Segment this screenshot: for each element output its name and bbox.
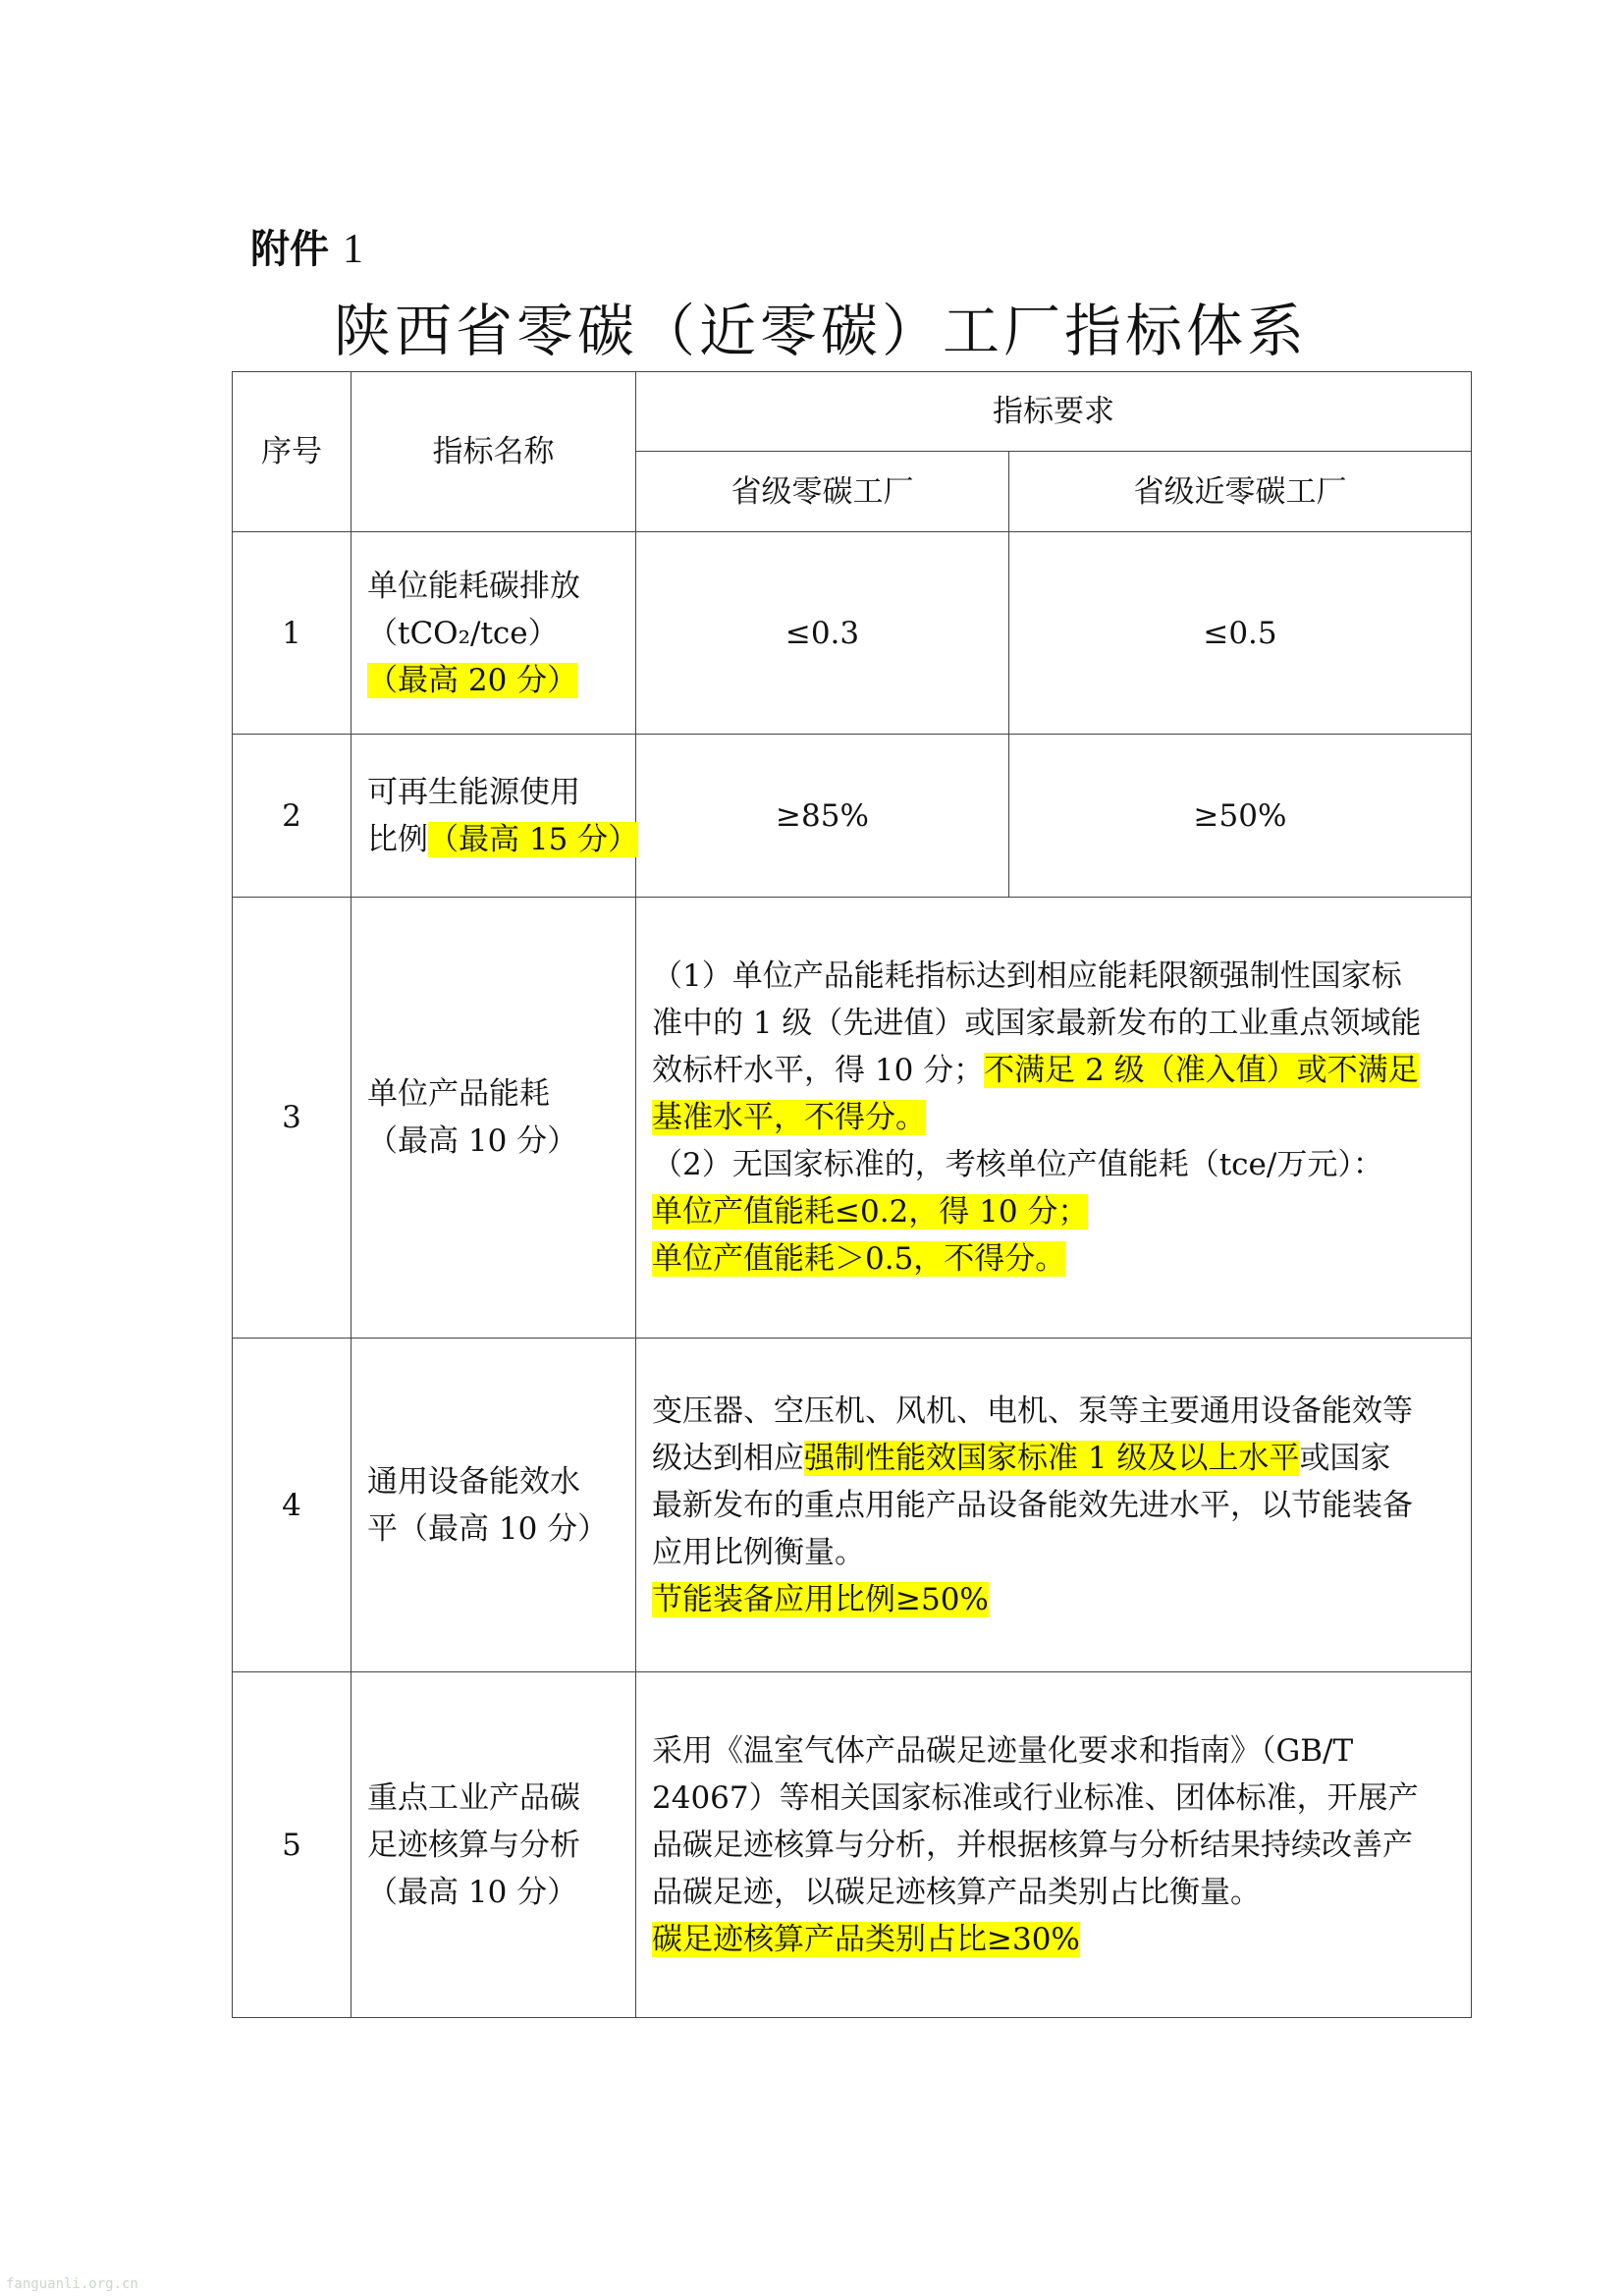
indicator-name xyxy=(352,1672,636,2018)
req-highlight: 强制性能效国家标准 1 级及以上水平 xyxy=(804,1440,1300,1476)
near-zero-carbon-value: ≤0.5 xyxy=(1009,532,1472,735)
name-line: 比例 xyxy=(367,821,428,857)
req-line: 级达到相应 xyxy=(652,1440,804,1476)
req-line: 或国家 xyxy=(1299,1440,1391,1476)
header-near-zero-carbon: 省级近零碳工厂 xyxy=(1009,452,1472,532)
table-row xyxy=(233,735,1472,898)
req-highlight: 基准水平，不得分。 xyxy=(652,1100,926,1135)
name-line: 重点工业产品碳 xyxy=(367,1779,580,1816)
req-line: （1）单位产品能耗指标达到相应能耗限额强制性国家标 xyxy=(652,958,1402,994)
requirement-text xyxy=(636,1339,1472,1672)
name-line: 单位产品能耗 xyxy=(367,1076,550,1112)
row-index: 4 xyxy=(233,1339,352,1672)
indicator-name xyxy=(352,532,636,735)
row-index: 5 xyxy=(233,1672,352,2018)
watermark: fanguanli.org.cn xyxy=(6,2276,138,2292)
attachment-label xyxy=(250,218,363,274)
name-line: （tCO₂/tce） xyxy=(367,615,559,651)
name-line: 单位能耗碳排放 xyxy=(367,568,580,604)
name-line: 通用设备能效水 xyxy=(367,1463,580,1500)
score-highlight: （最高 15 分） xyxy=(428,821,639,857)
indicator-name xyxy=(352,735,639,898)
table-row xyxy=(233,532,1472,735)
indicator-table xyxy=(232,371,1472,2018)
req-line: 品碳足迹，以碳足迹核算产品类别占比衡量。 xyxy=(652,1874,1261,1910)
indicator-name xyxy=(352,1339,636,1672)
name-line: 足迹核算与分析 xyxy=(367,1827,580,1863)
score-highlight: （最高 20 分） xyxy=(367,662,578,698)
req-line: 最新发布的重点用能产品设备能效先进水平，以节能装备 xyxy=(652,1487,1413,1523)
row-index: 2 xyxy=(233,735,352,898)
req-line: 24067）等相关国家标准或行业标准、团体标准，开展产 xyxy=(652,1779,1419,1816)
req-highlight: 不满足 2 级（准入值）或不满足 xyxy=(984,1053,1419,1088)
header-name: 指标名称 xyxy=(352,372,636,532)
req-line: （2）无国家标准的，考核单位产值能耗（tce/万元）： xyxy=(652,1147,1383,1182)
requirement-text xyxy=(636,1672,1472,2018)
req-line: 采用《温室气体产品碳足迹量化要求和指南》（GB/T xyxy=(652,1732,1354,1769)
req-highlight: 单位产值能耗≤0.2，得 10 分； xyxy=(652,1194,1089,1230)
row-index: 1 xyxy=(233,532,352,735)
table-row xyxy=(233,1339,1472,1672)
page-title: 陕西省零碳（近零碳）工厂指标体系 xyxy=(334,298,1309,364)
requirement-text xyxy=(636,898,1472,1339)
zero-carbon-value: ≤0.3 xyxy=(636,532,1009,735)
table-row xyxy=(233,1672,1472,2018)
header-requirement: 指标要求 xyxy=(636,372,1472,452)
req-highlight: 节能装备应用比例≥50% xyxy=(652,1581,989,1617)
row-index: 3 xyxy=(233,898,352,1339)
near-zero-carbon-value: ≥50% xyxy=(1009,735,1472,898)
attachment-number: 1 xyxy=(342,227,363,272)
attachment-text: 附件 xyxy=(250,227,329,272)
name-line: 平（最高 10 分） xyxy=(367,1510,609,1547)
name-line: （最高 10 分） xyxy=(367,1123,578,1159)
table-row xyxy=(233,898,1472,1339)
indicator-name xyxy=(352,898,636,1339)
req-line: 应用比例衡量。 xyxy=(652,1534,865,1570)
req-line: 变压器、空压机、风机、电机、泵等主要通用设备能效等 xyxy=(652,1393,1413,1429)
header-zero-carbon: 省级零碳工厂 xyxy=(636,452,1009,532)
name-line: 可再生能源使用 xyxy=(367,774,580,810)
header-index: 序号 xyxy=(233,372,352,532)
zero-carbon-value: ≥85% xyxy=(636,735,1009,898)
req-highlight: 单位产值能耗＞0.5，不得分。 xyxy=(652,1241,1066,1277)
name-line: （最高 10 分） xyxy=(367,1874,578,1910)
req-line: 准中的 1 级（先进值）或国家最新发布的工业重点领域能 xyxy=(652,1006,1422,1041)
req-line: 品碳足迹核算与分析，并根据核算与分析结果持续改善产 xyxy=(652,1827,1413,1863)
req-highlight: 碳足迹核算产品类别占比≥30% xyxy=(652,1921,1080,1957)
req-line: 效标杆水平，得 10 分； xyxy=(652,1053,985,1088)
